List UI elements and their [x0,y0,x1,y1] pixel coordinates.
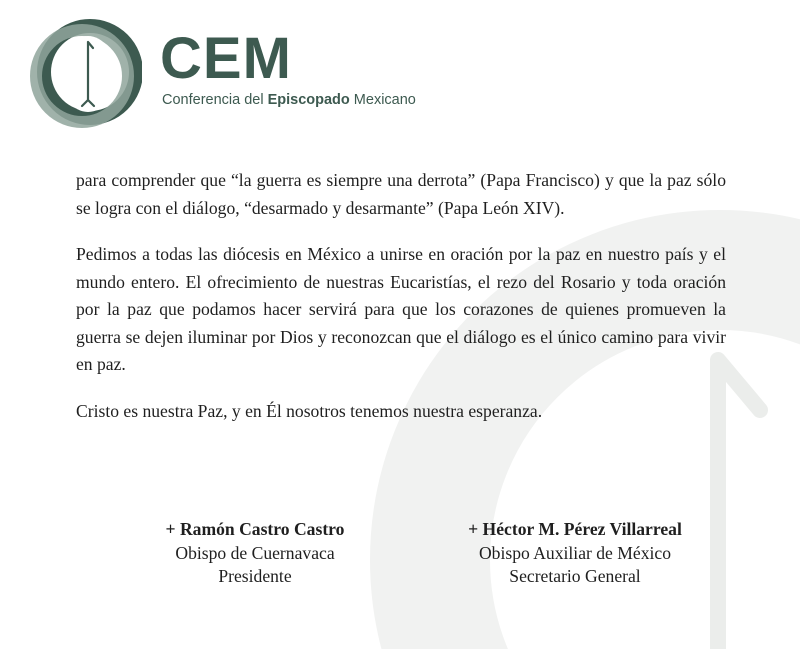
signature-secretary [430,518,720,589]
brand-block [160,26,416,108]
signatory-name: + Ramón Castro Castro [165,519,345,539]
org-name-prefix: Conferencia del [162,92,268,108]
cem-logo-icon [30,16,142,128]
letter-body [76,167,726,444]
body-paragraph: Pedimos a todas las diócesis en México a unirse en oración por la paz en nuestro país y el mundo entero. El ofrecimiento de nuestras Eucaristías, el rezo del Rosario y toda oración por la paz que podamos hacer servirá para que los corazones de quienes promueven la guerra se dejen iluminar por Dios y reconozcan que el diálogo es el único camino para vivir en paz. [76,244,726,374]
org-name-suffix: Mexicano [349,92,416,108]
org-name [162,92,416,108]
body-paragraph: para comprender que “la guerra es siempre una derrota” (Papa Francisco) y que la paz sólo se logra con el diálogo, “desarmado y desarmante” (Papa León XIV). [76,170,726,218]
org-name-bold: Episcopado [267,92,350,108]
org-acronym: CEM [160,26,292,91]
body-paragraph: Cristo es nuestra Paz, y en Él nosotros tenemos nuestra esperanza. [76,400,543,421]
signatory-role: Presidente [218,566,292,586]
signatory-title: Obispo Auxiliar de México [478,542,672,563]
signatory-role: Secretario General [509,566,641,586]
signatory-title: Obispo de Cuernavaca [175,542,335,563]
signatory-name: + Héctor M. Pérez Villarreal [468,519,682,539]
signature-president [120,518,390,589]
